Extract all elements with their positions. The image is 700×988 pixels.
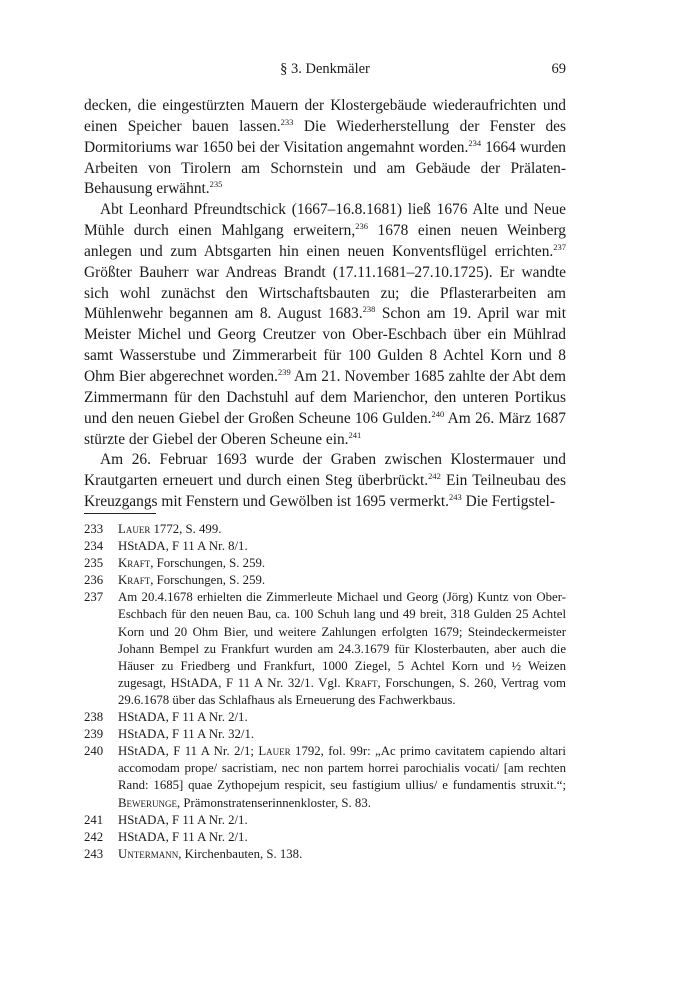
footnote-text: HStADA, F 11 A Nr. 2/1. — [118, 812, 248, 827]
footnote-ref: 236 — [355, 221, 368, 232]
text-run: Ein Teilneubau des Kreuzgangs mit Fenstern und Gewölben ist 1695 vermerkt. — [84, 472, 567, 511]
text-run: Schon am 19. April war mit Meister Michel und Georg Creutzer von Ober-Eschbach über ein Mühlrad samt Wasserstube und Zimmerarbeit für 100 Gulden 8 Achtel Korn und 8 Ohm Bier abgerechnet worden. — [84, 305, 566, 385]
footnote-number: 236 — [84, 573, 104, 588]
page-number: 69 — [551, 61, 566, 77]
text-run: , Prämonstratenserinnenkloster, S. 83. — [177, 795, 371, 810]
text-run: Abt Leonhard Pfreundtschick (1667–16.8.1681) ließ 1676 Alte und Neue Mühle durch einen Mahlgang erweitern, — [84, 201, 566, 240]
text-run: Die Fertigstel- — [461, 493, 555, 511]
footnote-ref: 235 — [209, 179, 223, 190]
footnote-number: 235 — [84, 556, 104, 571]
footnote-number: 240 — [84, 744, 104, 759]
footnote — [84, 538, 566, 555]
paragraph-2 — [84, 200, 566, 450]
footnote-text — [118, 555, 566, 572]
text-run: Am 26. Februar 1693 wurde der Graben zwischen Klostermauer und Krautgarten erneuert und durch einen Steg überbrückt. — [84, 451, 566, 490]
author-name: Kraft — [118, 556, 151, 571]
footnote — [84, 709, 566, 726]
text-run: , Kirchenbauten, S. 138. — [178, 846, 303, 861]
main-text — [84, 96, 566, 513]
text-run: 1664 wurden Arbeiten von Tirolern am Schornstein und am Gebäude der Prälaten-Behausung erwähnt. — [84, 138, 566, 198]
footnote — [84, 726, 566, 743]
text-run: , Forschungen, S. 259. — [150, 573, 266, 588]
text-run: 1678 einen neuen Weinberg anlegen und zum Abtsgarten hin einen neuen Konventsflügel errichten. — [84, 222, 566, 260]
footnote-ref: 234 — [468, 137, 482, 148]
footnote-text: HStADA, F 11 A Nr. 32/1. — [118, 727, 255, 742]
page-header — [84, 61, 566, 81]
footnote — [84, 829, 566, 846]
text-run: Am 26. März 1687 stürzte der Giebel der Oberen Scheune ein. — [84, 409, 566, 448]
author-name: Bewerunge — [118, 795, 178, 810]
footnote — [84, 521, 566, 538]
footnote-text — [118, 743, 566, 811]
footnote-text — [118, 589, 566, 709]
footnote-ref: 241 — [348, 429, 362, 440]
paragraph-3 — [84, 450, 566, 513]
footnote-text — [118, 521, 566, 538]
footnote-ref: 243 — [449, 492, 462, 503]
text-run: HStADA, F 11 A Nr. 2/1; — [118, 744, 259, 759]
footnote — [84, 812, 566, 829]
footnote — [84, 555, 566, 572]
footnote-text — [118, 846, 566, 863]
text-run: 1772, S. 499. — [150, 522, 222, 536]
text-run: , Forschungen, S. 259. — [150, 556, 266, 571]
footnote — [84, 589, 566, 709]
text-run: Am 21. November 1685 zahlte der Abt dem Zimmermann für den Dachstuhl auf dem Marienchor, den unteren Portikus und den neuen Giebel der Großen Scheune 106 Gulden. — [84, 367, 567, 427]
author-name: Untermann — [118, 846, 179, 861]
footnote-ref: 238 — [362, 304, 376, 315]
footnote — [84, 572, 566, 589]
author-name: Lauer — [258, 744, 291, 759]
footnote-number: 233 — [84, 522, 104, 536]
text-run: Am 20.4.1678 erhielten die Zimmerleute Michael und Georg (Jörg) Kuntz von Ober-Eschbach für den neuen Bau, ca. 100 Schuh lang und 49 breit, 318 Gulden 25 Achtel Korn und 20 Ohm Bier, und weitere Zahlungen erfolgten 1679; Steindeckermeister Johann Bempel zu Frankfurt wurden am 24.3.1679 für Klosterbauten, aber auch die Häuser zu Friedberg und Frankfurt, 1000 Ziegel, 5 Achtel Korn und ½ Weizen zugesagt, HStADA, F 11 A Nr. 32/1. Vgl. — [118, 590, 566, 690]
footnote-ref: 240 — [431, 408, 445, 419]
text-run: Die Wiederherstellung der Fenster des Dormitoriums war 1650 bei der Visitation angemahnt worden. — [84, 117, 566, 156]
footnote-number: 238 — [84, 710, 104, 725]
footnote-text: HStADA, F 11 A Nr. 8/1. — [118, 539, 248, 554]
paragraph-1 — [84, 96, 566, 200]
running-head: § 3. Denkmäler — [280, 61, 370, 77]
footnote — [84, 846, 566, 863]
author-name: Kraft — [345, 675, 378, 690]
footnotes — [84, 521, 566, 863]
text-run: Größter Bauherr war Andreas Brandt (17.11.1681–27.10.1725). Er wandte sich wohl zunächst den Wirtschaftsbauten zu; die Pflasterarbeiten am Mühlenwehr begannen am 8. August 1683. — [84, 263, 566, 323]
footnote-number: 239 — [84, 727, 104, 742]
footnote-ref: 233 — [280, 116, 294, 127]
text-run: decken, die eingestürzten Mauern der Klostergebäude wiederaufrichten und einen Speicher bauen lassen. — [84, 97, 566, 135]
footnote-number: 234 — [84, 539, 104, 554]
footnote-text: HStADA, F 11 A Nr. 2/1. — [118, 710, 248, 725]
footnote-separator — [84, 513, 156, 514]
footnote-number: 242 — [84, 829, 104, 844]
author-name: Kraft — [118, 573, 151, 588]
footnote-number: 241 — [84, 812, 104, 827]
text-run: , Forschungen, S. 260, Vertrag vom 29.6.1678 über das Schlafhaus als Erneuerung des Fachwerkbaus. — [118, 675, 566, 707]
footnote-ref: 237 — [553, 241, 566, 252]
footnote — [84, 743, 566, 811]
footnote-ref: 242 — [428, 471, 441, 482]
footnote-number: 243 — [84, 846, 104, 861]
author-name: Lauer — [118, 522, 151, 536]
footnote-text: HStADA, F 11 A Nr. 2/1. — [118, 829, 248, 844]
footnote-text — [118, 572, 566, 589]
footnote-ref: 239 — [277, 366, 291, 377]
footnote-number: 237 — [84, 590, 104, 605]
text-run: 1792, fol. 99r: „Ac primo cavitatem capiendo altari accomodam prope/ sacristiam, nec non partem horrei parochialis vocati/ [am rechten Rand: 1685] quae Zythopejum respicit, seu fastigium ullius/ e fundamentis struxit.“; — [118, 744, 566, 793]
